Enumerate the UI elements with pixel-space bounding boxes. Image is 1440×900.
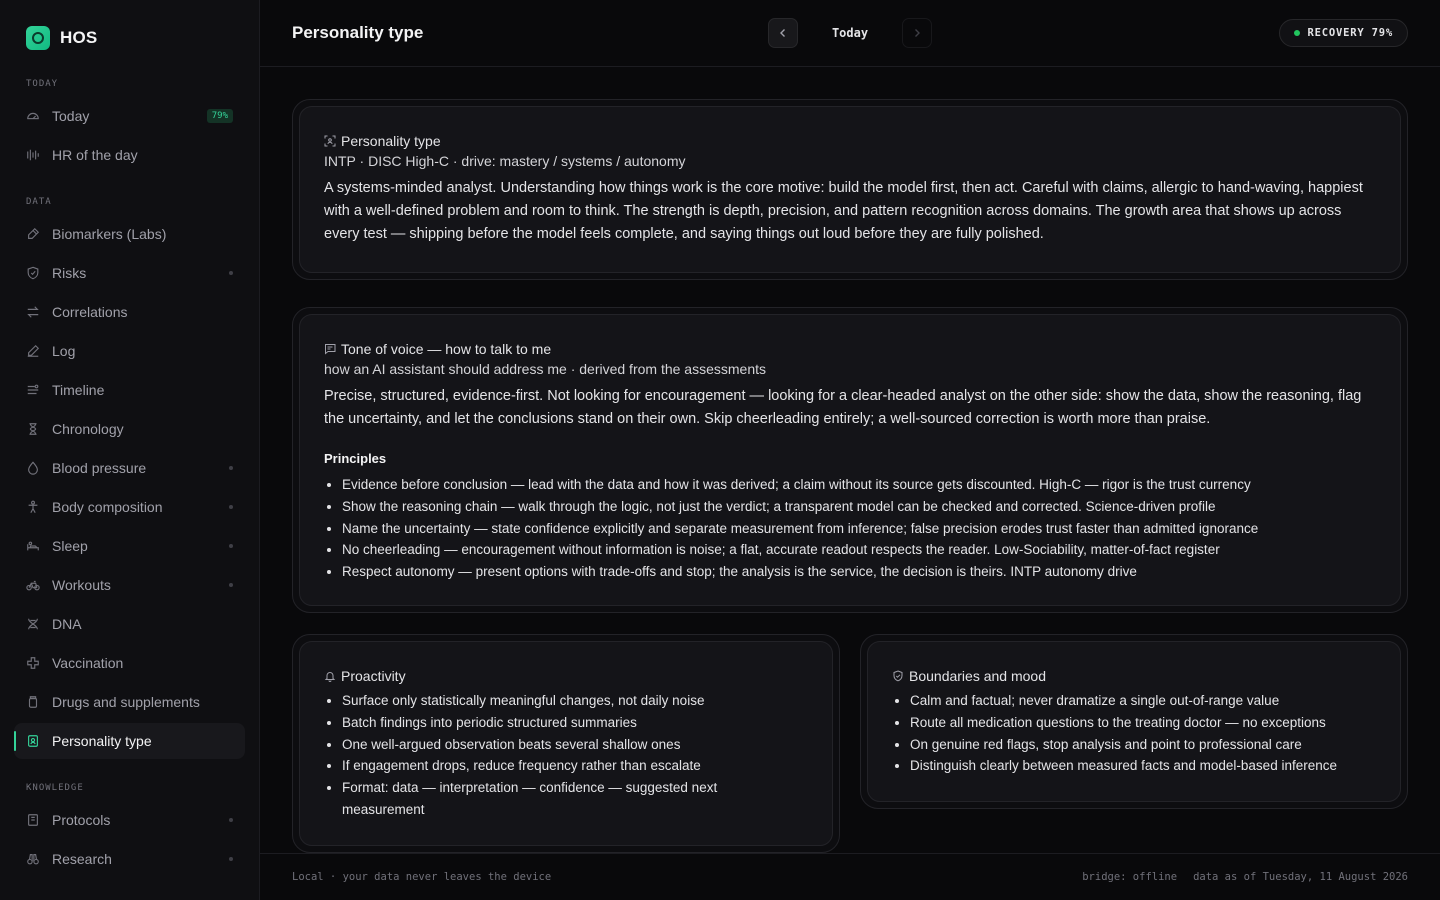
chevron-left-icon [777, 27, 789, 39]
status-dot [229, 818, 233, 822]
sidebar-item-sleep[interactable] [14, 528, 245, 564]
tone-of-voice-card [292, 307, 1408, 613]
sidebar-item-label: DNA [52, 616, 82, 632]
droplet-icon [26, 461, 40, 475]
topbar [260, 0, 1440, 67]
message-square-icon [324, 343, 336, 355]
recovery-label: RECOVERY 79% [1307, 27, 1393, 39]
gauge-icon [26, 109, 40, 123]
list-item: Batch findings into periodic structured summaries [324, 712, 808, 734]
sidebar-item-hr-of-the-day[interactable] [14, 137, 245, 173]
binoculars-icon [26, 852, 40, 866]
brand-name: HOS [60, 28, 98, 47]
hourglass-icon [26, 422, 40, 436]
recovery-status-pill[interactable] [1279, 19, 1408, 47]
list-item: If engagement drops, reduce frequency rather than escalate [324, 755, 808, 777]
section-label-data: DATA [26, 197, 52, 207]
date-navigator [768, 18, 932, 48]
card-title: Proactivity [341, 667, 406, 684]
list-item: Calm and factual; never dramatize a single out-of-range value [892, 690, 1376, 712]
page-title: Personality type [292, 23, 424, 42]
chevron-right-icon [911, 27, 923, 39]
timeline-icon [26, 383, 40, 397]
pill-bottle-icon [26, 695, 40, 709]
list-item: On genuine red flags, stop analysis and point to professional care [892, 734, 1376, 756]
sidebar-item-blood-pressure[interactable] [14, 450, 245, 486]
cards-row [292, 634, 1408, 853]
boundaries-card [860, 634, 1408, 809]
sidebar-item-label: HR of the day [52, 147, 138, 163]
sidebar-item-label: Sleep [52, 538, 88, 554]
book-icon [26, 813, 40, 827]
previous-day-button[interactable] [768, 18, 798, 48]
sidebar-item-today[interactable] [14, 98, 245, 134]
shield-check-icon [892, 670, 904, 682]
list-item: Show the reasoning chain — walk through the logic, not just the verdict; a transparent model can be checked and corrected. Science-driven profile [324, 496, 1376, 518]
personality-description: A systems-minded analyst. Understanding how things work is the core motive: build the model first, then act. Careful with claims, allergic to hand-waving, happiest with a well-defined problem and room to think. The strength is depth, precision, and pattern recognition across domains. The growth area that shows up across every test — shipping before the model feels complete, and saying things out loud before they are fully polished. [324, 180, 1363, 242]
footer [260, 853, 1440, 900]
sidebar-item-label: Correlations [52, 304, 128, 320]
principles-list [324, 474, 1376, 583]
tone-subtitle: how an AI assistant should address me · derived from the assessments [324, 361, 766, 377]
bicycle-icon [26, 578, 40, 592]
status-dot [229, 271, 233, 275]
bridge-status: bridge: offline [1082, 871, 1178, 883]
list-item: Distinguish clearly between measured facts and model-based inference [892, 755, 1376, 777]
pencil-icon [26, 344, 40, 358]
scan-face-icon [324, 135, 336, 147]
sidebar-item-research[interactable] [14, 841, 245, 877]
principles-heading: Principles [324, 451, 387, 466]
section-label-knowledge: KNOWLEDGE [26, 783, 84, 793]
next-day-button[interactable] [902, 18, 932, 48]
sidebar-item-label: Today [52, 108, 90, 124]
personality-card [292, 99, 1408, 280]
arrows-exchange-icon [26, 305, 40, 319]
dna-icon [26, 617, 40, 631]
tone-description: Precise, structured, evidence-first. Not looking for encouragement — looking for a clear-headed analyst on the other side: show the data, show the reasoning, flag the uncertainty, and let the conclusions stand on their own. Skip cheerleading entirely; a well-sourced correction is worth more than praise. [324, 388, 1362, 427]
plus-cross-icon [26, 656, 40, 670]
sidebar-item-label: Body composition [52, 499, 163, 515]
proactivity-card [292, 634, 840, 853]
sidebar-item-timeline[interactable] [14, 372, 245, 408]
list-item: Name the uncertainty — state confidence explicitly and separate measurement from inference; false precision erodes trust faster than admitted ignorance [324, 518, 1376, 540]
list-item: Route all medication questions to the treating doctor — no exceptions [892, 712, 1376, 734]
data-timestamp: data as of Tuesday, 11 August 2026 [1193, 871, 1408, 883]
shield-alert-icon [26, 266, 40, 280]
section-label-today: TODAY [26, 79, 59, 89]
card-title: Tone of voice — how to talk to me [341, 341, 552, 357]
status-dot [229, 505, 233, 509]
sidebar-item-label: Blood pressure [52, 460, 147, 476]
sidebar-item-label: Workouts [52, 577, 111, 593]
sidebar-item-label: Biomarkers (Labs) [52, 226, 167, 242]
sidebar-item-risks[interactable] [14, 255, 245, 291]
boundaries-list [892, 690, 1376, 777]
list-item: Evidence before conclusion — lead with the data and how it was derived; a claim without its source gets discounted. High-C — rigor is the trust currency [324, 474, 1376, 496]
pipette-icon [26, 227, 40, 241]
sidebar-item-drugs-and-supplements[interactable] [14, 684, 245, 720]
sidebar-item-label: Personality type [52, 733, 152, 749]
sidebar-item-label: Research [52, 851, 112, 867]
id-badge-icon [26, 734, 40, 748]
privacy-note: Local · your data never leaves the device [292, 871, 552, 883]
moon-bed-icon [26, 539, 40, 553]
status-dot [229, 857, 233, 861]
sidebar-item-biomarkers[interactable] [14, 216, 245, 252]
sidebar-item-dna[interactable] [14, 606, 245, 642]
sidebar-item-label: Drugs and supplements [52, 694, 200, 710]
list-item: Format: data — interpretation — confidence — suggested next measurement [324, 777, 808, 821]
card-title: Boundaries and mood [909, 667, 1046, 684]
sidebar-item-log[interactable] [14, 333, 245, 369]
sidebar-item-correlations[interactable] [14, 294, 245, 330]
sidebar-item-label: Timeline [52, 382, 105, 398]
body-icon [26, 500, 40, 514]
sidebar-item-label: Chronology [52, 421, 124, 437]
content-area [260, 67, 1440, 853]
list-item: Respect autonomy — present options with trade-offs and stop; the analysis is the service, the decision is theirs. INTP autonomy drive [324, 561, 1376, 583]
personality-summary: INTP · DISC High-C · drive: mastery / systems / autonomy [324, 153, 686, 169]
list-item: One well-argued observation beats several shallow ones [324, 734, 808, 756]
main-panel [260, 0, 1440, 900]
status-dot [229, 583, 233, 587]
card-title: Personality type [341, 133, 441, 149]
sidebar-item-chronology[interactable] [14, 411, 245, 447]
list-item: No cheerleading — encouragement without information is noise; a flat, accurate readout respects the reader. Low-Sociability, matter-of-fact register [324, 539, 1376, 561]
sidebar-item-protocols[interactable] [14, 802, 245, 838]
status-dot [229, 466, 233, 470]
brand[interactable] [14, 0, 245, 76]
proactivity-list [324, 690, 808, 821]
sidebar-item-label: Log [52, 343, 76, 359]
sidebar-item-label: Protocols [52, 812, 111, 828]
sidebar-item-label: Vaccination [52, 655, 124, 671]
date-label: Today [831, 26, 869, 40]
sidebar-item-body-composition[interactable] [14, 489, 245, 525]
bell-icon [324, 670, 336, 682]
recovery-badge: 79% [207, 109, 233, 123]
sidebar-item-vaccination[interactable] [14, 645, 245, 681]
sidebar-item-workouts[interactable] [14, 567, 245, 603]
brand-logo-icon [26, 26, 50, 50]
recovery-status-dot [1294, 30, 1300, 36]
list-item: Surface only statistically meaningful changes, not daily noise [324, 690, 808, 712]
status-dot [229, 544, 233, 548]
sidebar [0, 0, 260, 900]
sidebar-item-personality-type[interactable] [14, 723, 245, 759]
heartbeat-icon [26, 148, 40, 162]
sidebar-item-label: Risks [52, 265, 87, 281]
